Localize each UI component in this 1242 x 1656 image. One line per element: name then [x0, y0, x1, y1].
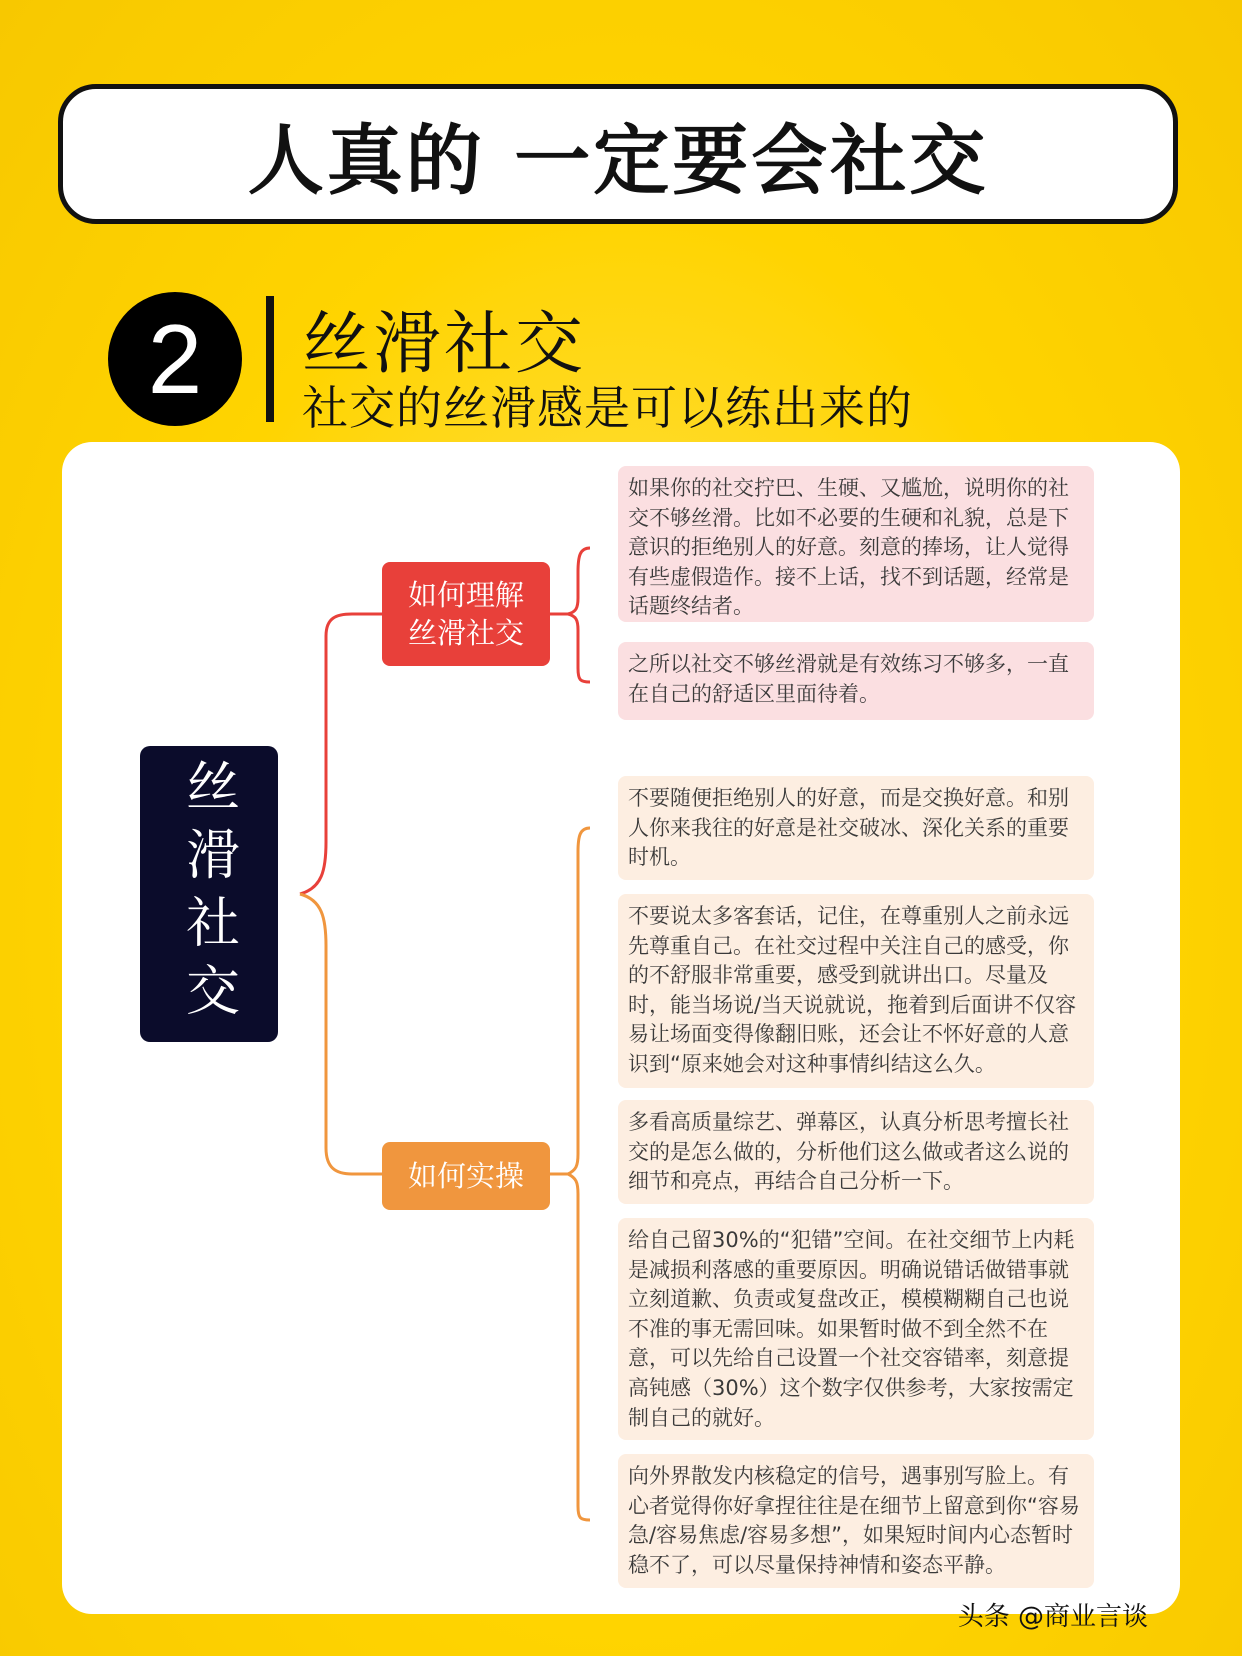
- leaf-practice-4: 给自己留30%的“犯错”空间。在社交细节上内耗是减损利落感的重要原因。明确说错话做错事就立刻道歉、负责或复盘改正，模模糊糊自己也说不准的事无需回味。如果暂时做不到全然不在意，可以先给自己设置一个社交容错率，刻意提高钝感（30%）这个数字仅供参考，大家按需定制自己的就好。: [618, 1218, 1094, 1440]
- branch-understand-label: 如何理解 丝滑社交: [407, 578, 524, 650]
- connector-branch2-leaves: [568, 828, 590, 1520]
- leaf-understand-2: 之所以社交不够丝滑就是有效练习不够多，一直在自己的舒适区里面待着。: [618, 642, 1094, 720]
- leaf-practice-5: 向外界散发内核稳定的信号，遇事别写脸上。有心者觉得你好拿捏往往是在细节上留意到你“容易急/容易焦虑/容易多想”，如果短时间内心态暂时稳不了，可以尽量保持神情和姿态平静。: [618, 1454, 1094, 1588]
- leaf-practice-1: 不要随便拒绝别人的好意，而是交换好意。和别人你来我往的好意是社交破冰、深化关系的重要时机。: [618, 776, 1094, 880]
- watermark: 头条 @商业言谈: [957, 1602, 1148, 1632]
- leaf-practice-3: 多看高质量综艺、弹幕区，认真分析思考擅长社交的是怎么做的，分析他们这么做或者这么说的细节和亮点，再结合自己分析一下。: [618, 1100, 1094, 1204]
- section-subtitle: 社交的丝滑感是可以练出来的: [302, 381, 913, 435]
- branch-practice: [382, 1142, 550, 1210]
- page-title: 人真的 一定要会社交: [247, 115, 989, 205]
- section-heading: 丝滑社交: [302, 305, 587, 384]
- branch-understand: [382, 562, 550, 666]
- mindmap-root-node: [140, 746, 278, 1042]
- connector-branch1-leaves: [568, 548, 590, 682]
- leaf-understand-1: 如果你的社交拧巴、生硬、又尴尬，说明你的社交不够丝滑。比如不必要的生硬和礼貌，总是下意识的拒绝别人的好意。刻意的捧场，让人觉得有些虚假造作。接不上话，找不到话题，经常是话题终结者。: [618, 466, 1094, 622]
- branch-practice-label: 如何实操: [407, 1159, 524, 1193]
- section-number-badge: 2: [108, 292, 242, 426]
- connector-root-branch2: [300, 894, 382, 1174]
- root-label: 丝滑社交: [177, 758, 241, 1030]
- leaf-practice-2: 不要说太多客套话，记住，在尊重别人之前永远先尊重自己。在社交过程中关注自己的感受，你的不舒服非常重要，感受到就讲出口。尽量及时，能当场说/当天说就说，拖着到后面讲不仅容易让场面变得像翻旧账，还会让不怀好意的人意识到“原来她会对这种事情纠结这么久。: [618, 894, 1094, 1088]
- connector-root-branch1: [300, 614, 382, 894]
